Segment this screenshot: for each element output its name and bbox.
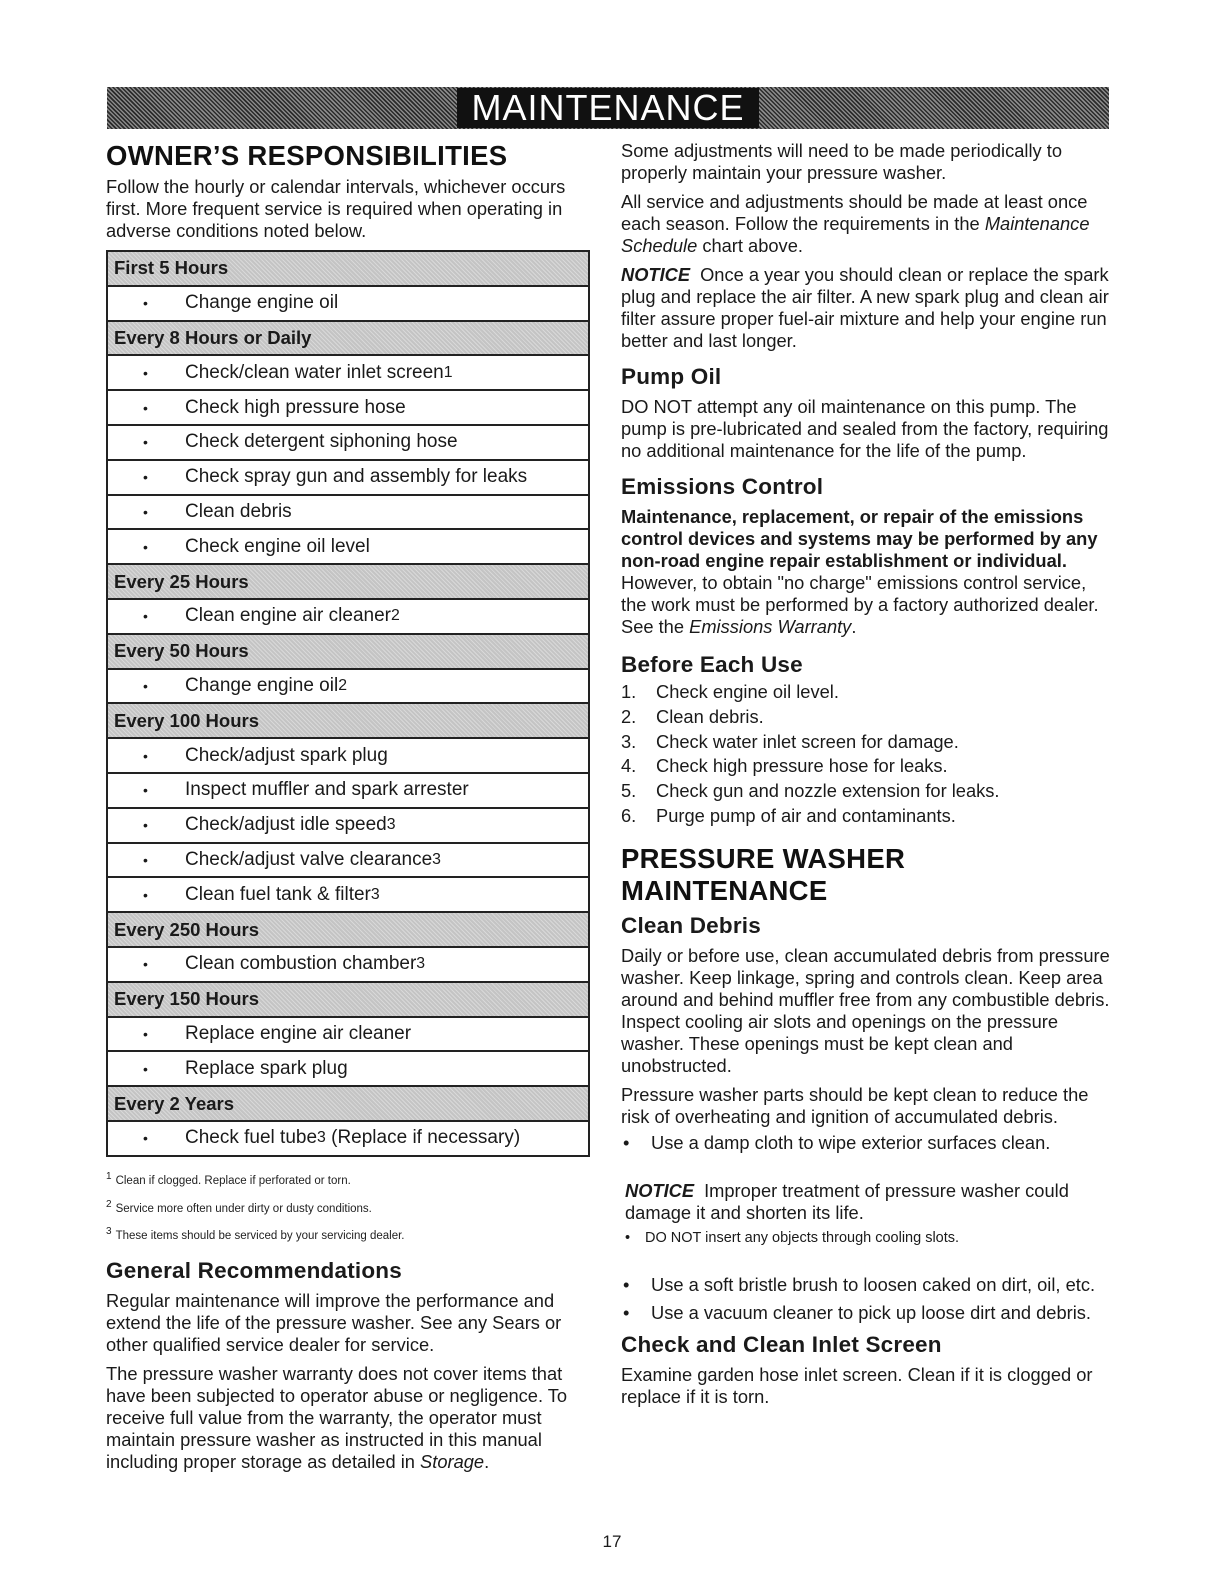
schedule-item-label: Check detergent siphoning hose (185, 431, 458, 453)
footnote-ref: 2 (338, 676, 347, 694)
footnote-ref: 3 (416, 955, 426, 973)
footnotes (106, 1165, 588, 1248)
list-item: • Use a vacuum cleaner to pick up loose dirt and debris. (623, 1301, 1091, 1323)
schedule-item-label: Check high pressure hose (185, 396, 406, 418)
emissions-text: Maintenance, replacement, or repair of the emissions control devices and systems may be performed by any non-road engine repair establishment or individual. However, to obtain "no charge" emissions control service, the work must be performed by a factory authorized dealer. See the Emissions Warranty. (621, 506, 1099, 637)
schedule-header-label: Every 150 Hours (114, 988, 260, 1010)
schedule-header-label: Every 100 Hours (114, 709, 260, 731)
schedule-item: • Check/adjust spark plug (108, 739, 588, 774)
schedule-header-label: Every 50 Hours (114, 640, 249, 662)
schedule-header (108, 1087, 588, 1122)
cleaning-tips-list (621, 1274, 1111, 1324)
list-item: • Use a damp cloth to wipe exterior surfaces clean. (623, 1131, 1051, 1153)
schedule-item-label: Change engine oil (185, 674, 339, 696)
notice-label: NOTICE (625, 1179, 695, 1201)
schedule-header-label: Every 250 Hours (114, 918, 260, 940)
schedule-item: • Check detergent siphoning hose (108, 426, 588, 461)
footnote-ref: 3 (317, 1129, 326, 1147)
schedule-item: • Clean combustion chamber 3 (108, 948, 588, 983)
schedule-header (108, 322, 588, 357)
schedule-header-label: Every 25 Hours (114, 570, 249, 592)
pump-oil-text: DO NOT attempt any oil maintenance on this pump. The pump is pre-lubricated and sealed from the factory, requiring no additional maintenance for the life of the pump. (621, 396, 1109, 461)
list-item: 6. Purge pump of air and contaminants. (621, 804, 956, 826)
schedule-item: • Change engine oil (108, 287, 588, 322)
schedule-item-label: Inspect muffler and spark arrester (185, 779, 469, 801)
schedule-item: • Check/adjust valve clearance 3 (108, 844, 588, 879)
list-item: 1. Check engine oil level. (621, 681, 839, 702)
schedule-header-label: First 5 Hours (114, 257, 229, 279)
schedule-item: • Change engine oil 2 (108, 670, 588, 705)
schedule-item-label: Check fuel tube (185, 1127, 318, 1149)
schedule-item: • Check/clean water inlet screen 1 (108, 356, 588, 391)
schedule-item: • Clean fuel tank & filter 3 (108, 878, 588, 913)
general-paragraph-1: Regular maintenance will improve the performance and extend the life of the pressure washer. See any Sears or other qualified service dealer for service. (106, 1290, 562, 1356)
left-column (106, 140, 588, 1473)
owners-intro: Follow the hourly or calendar intervals, whichever occurs first. More frequent service is required when operating in adverse conditions noted below. (106, 176, 566, 241)
schedule-item-label: Check/adjust valve clearance (185, 848, 433, 870)
schedule-item-label: Clean fuel tank & filter (185, 883, 371, 905)
clean-debris-paragraph-2: Pressure washer parts should be kept clean to reduce the risk of overheating and ignition of accumulated debris. (621, 1083, 1089, 1127)
list-item: 4. Check high pressure hose for leaks. (621, 755, 948, 777)
list-item: 2. Clean debris. (621, 705, 764, 727)
emissions-control-heading: Emissions Control (621, 474, 824, 499)
inlet-screen-heading: Check and Clean Inlet Screen (621, 1331, 942, 1357)
schedule-header (108, 983, 588, 1018)
clean-debris-heading: Clean Debris (621, 912, 761, 938)
schedule-header (108, 913, 588, 948)
footnote-ref: 1 (443, 363, 453, 381)
before-each-use-heading: Before Each Use (621, 652, 803, 677)
schedule-item: • Replace spark plug (108, 1052, 588, 1087)
schedule-item-label: Check spray gun and assembly for leaks (185, 466, 528, 488)
list-item: 5. Check gun and nozzle extension for leaks. (621, 780, 1000, 802)
schedule-item-label: Clean engine air cleaner (185, 605, 391, 627)
schedule-header (108, 704, 588, 739)
list-item: • Use a soft bristle brush to loosen caked on dirt, oil, etc. (623, 1273, 1096, 1295)
schedule-item-label: Check/adjust idle speed (185, 814, 387, 836)
general-paragraph-2: The pressure washer warranty does not cover items that have been subjected to operator abuse or negligence. To receive full value from the warranty, the operator must maintain pressure washer as instructed in this manual including proper storage as detailed in Storage. (106, 1363, 568, 1473)
footnote-ref: 2 (390, 607, 400, 625)
general-recommendations-heading: General Recommendations (106, 1258, 402, 1284)
footnote-ref: 3 (386, 816, 396, 834)
emissions-warranty-reference: Emissions Warranty (689, 616, 852, 637)
maintenance-schedule-reference: Maintenance Schedule (621, 213, 1090, 256)
schedule-item-label: Change engine oil (185, 292, 339, 314)
footnote-ref: 3 (370, 885, 380, 903)
footnote-ref: 3 (432, 850, 441, 868)
owners-responsibilities-heading: OWNER’S RESPONSIBILITIES (106, 140, 508, 171)
pump-oil-heading: Pump Oil (621, 364, 722, 389)
schedule-item-label: Check/clean water inlet screen (185, 361, 444, 383)
clean-debris-paragraph-1: Daily or before use, clean accumulated debris from pressure washer. Keep linkage, spring and controls clean. Keep area around and behind muffler free from any combustible debris. Inspect cooling air slots and openings on the pressure washer. These openings must be kept clean and unobstructed. (621, 944, 1110, 1076)
adjustments-paragraph-1: Some adjustments will need to be made periodically to properly maintain your pressure washer. (621, 140, 1063, 183)
notice-paragraph-1: NOTICE Once a year you should clean or replace the spark plug and replace the air filter. A new spark plug and clean air filter assure proper fuel-air mixture and help your engine run better and last longer. (621, 264, 1109, 351)
schedule-item: • Check/adjust idle speed 3 (108, 809, 588, 844)
schedule-item: • Check engine oil level (108, 530, 588, 565)
adjustments-paragraph-2: All service and adjustments should be made at least once each season. Follow the requirements in the Maintenance Schedule chart above. (621, 191, 1090, 256)
page-number: 17 (602, 1532, 622, 1551)
maintenance-banner (107, 87, 1109, 129)
do-not-insert-warning: • DO NOT insert any objects through cooling slots. (625, 1229, 960, 1246)
schedule-header (108, 565, 588, 600)
schedule-item-note: (Replace if necessary) (331, 1127, 521, 1149)
footnote-2: $^2$ Service more often under dirty or dusty conditions. (106, 1198, 372, 1215)
before-each-use-list (621, 680, 1111, 829)
schedule-item: • Clean engine air cleaner 2 (108, 600, 588, 635)
schedule-item: • Check fuel tube 3 (Replace if necessary) (143, 1127, 521, 1149)
list-item: 3. Check water inlet screen for damage. (621, 730, 959, 752)
right-column (621, 140, 1111, 1408)
schedule-item-label: Clean combustion chamber (185, 953, 417, 975)
schedule-item: • Replace engine air cleaner (108, 1018, 588, 1053)
schedule-header (108, 635, 588, 670)
schedule-item-label: Replace engine air cleaner (185, 1022, 412, 1044)
schedule-item: • Clean debris (108, 496, 588, 531)
schedule-item-label: Check engine oil level (185, 535, 370, 557)
schedule-item-label: Check/adjust spark plug (185, 744, 388, 766)
pressure-washer-maintenance-heading: PRESSURE WASHER MAINTENANCE (621, 842, 906, 906)
inlet-screen-text: Examine garden hose inlet screen. Clean if it is clogged or replace if it is torn. (621, 1363, 1093, 1407)
damp-cloth-list (621, 1132, 1111, 1154)
notice-paragraph-2: NOTICE Improper treatment of pressure washer could damage it and shorten its life. (625, 1179, 1069, 1223)
schedule-header-label: Every 8 Hours or Daily (114, 326, 312, 348)
schedule-item: • Check spray gun and assembly for leaks (108, 461, 588, 496)
banner-title: MAINTENANCE (457, 88, 758, 128)
notice-label: NOTICE (621, 264, 691, 285)
footnote-3: $^3$ These items should be serviced by your servicing dealer. (106, 1226, 405, 1243)
maintenance-schedule-table (106, 250, 590, 1157)
schedule-item-label: Clean debris (185, 500, 292, 522)
schedule-header-label: Every 2 Years (114, 1092, 235, 1114)
schedule-item-label: Replace spark plug (185, 1057, 348, 1079)
storage-reference: Storage (420, 1451, 485, 1473)
schedule-item: • Check high pressure hose (108, 391, 588, 426)
footnote-1: $^1$ Clean if clogged. Replace if perforated or torn. (106, 1170, 351, 1187)
schedule-item: • Inspect muffler and spark arrester (108, 774, 588, 809)
schedule-header (108, 252, 588, 287)
